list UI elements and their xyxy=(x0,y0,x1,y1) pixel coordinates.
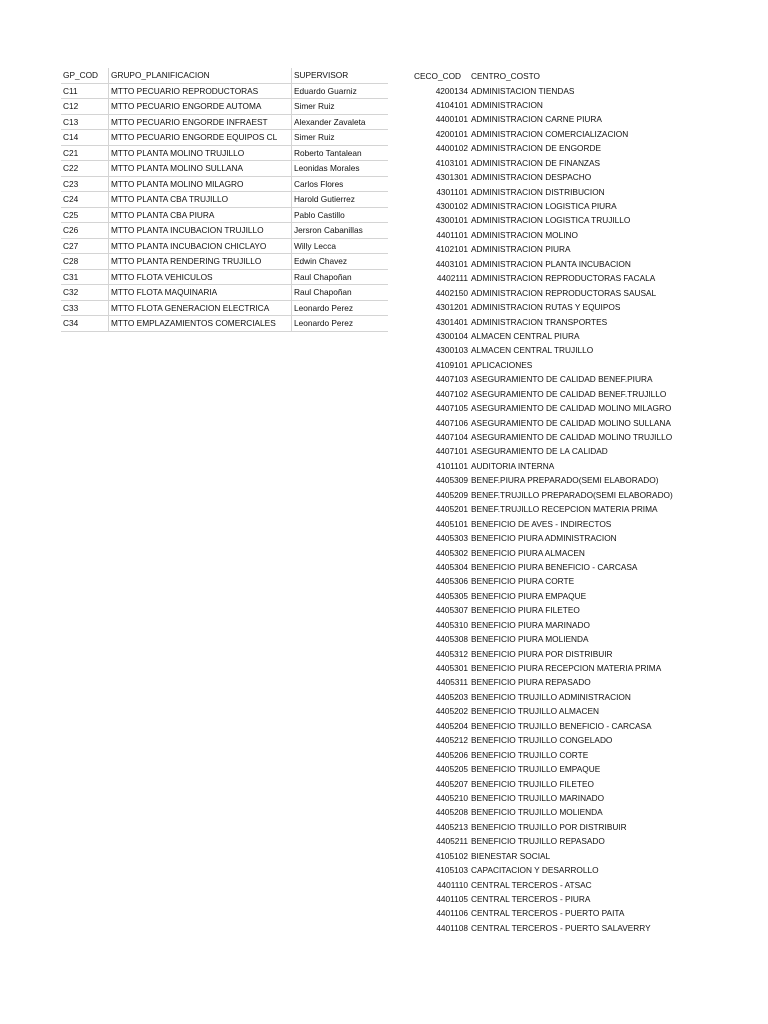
table-row xyxy=(414,343,673,357)
grupo-planificacion-cell: MTTO PLANTA MOLINO MILAGRO xyxy=(109,176,292,192)
centro-costo-cell: ADMINISTRACION TRANSPORTES xyxy=(471,316,608,327)
table-row xyxy=(414,170,673,184)
cost-centers-table xyxy=(414,69,673,935)
centro-costo-cell: BENEFICIO TRUJILLO MARINADO xyxy=(471,792,605,803)
ceco-cod-cell: 4300103 xyxy=(435,345,468,356)
header-supervisor: SUPERVISOR xyxy=(292,68,389,83)
supervisor-cell: Raul Chapoñan xyxy=(292,269,389,285)
centro-costo-cell: CENTRAL TERCEROS - PUERTO SALAVERRY xyxy=(471,922,651,933)
gp-cod-cell: C13 xyxy=(61,114,109,130)
table-row xyxy=(414,213,673,227)
centro-costo-cell: ADMINISTRACION DE FINANZAS xyxy=(471,157,601,168)
table-row xyxy=(414,878,673,892)
table-row xyxy=(414,286,673,300)
centro-costo-cell: CENTRAL TERCEROS - ATSAC xyxy=(471,879,592,890)
ceco-cod-cell: 4407102 xyxy=(435,388,468,399)
grupo-planificacion-cell: MTTO PLANTA INCUBACION TRUJILLO xyxy=(109,223,292,239)
ceco-cod-cell: 4300102 xyxy=(435,201,468,211)
planning-groups-table xyxy=(61,68,388,332)
table-row xyxy=(414,545,673,559)
table-row xyxy=(414,127,673,141)
ceco-cod-cell: 4301401 xyxy=(435,316,468,327)
ceco-cod-cell: 4405209 xyxy=(435,489,468,500)
ceco-cod-cell: 4401110 xyxy=(436,879,468,890)
ceco-cod-cell: 4402150 xyxy=(435,287,468,298)
centro-costo-cell: ADMINISTRACION PIURA xyxy=(471,244,571,255)
header-ceco-cod: CECO_COD xyxy=(414,71,462,82)
centro-costo-cell: BENEFICIO TRUJILLO ALMACEN xyxy=(471,706,600,717)
grupo-planificacion-cell: MTTO PLANTA CBA PIURA xyxy=(109,207,292,223)
centro-costo-cell: BENEFICIO TRUJILLO ADMINISTRACION xyxy=(471,691,631,702)
centro-costo-cell: BENEFICIO PIURA ADMINISTRACION xyxy=(471,533,617,544)
ceco-cod-cell: 4401106 xyxy=(436,908,468,919)
ceco-cod-cell: 4301101 xyxy=(436,186,468,197)
ceco-cod-cell: 4407106 xyxy=(435,417,468,428)
supervisor-cell: Jersron Cabanillas xyxy=(292,223,389,239)
header-centro-costo: CENTRO_COSTO xyxy=(471,71,540,82)
gp-cod-cell: C33 xyxy=(61,300,109,316)
table-row xyxy=(414,791,673,805)
ceco-cod-cell: 4401101 xyxy=(436,229,468,240)
centro-costo-cell: BENEFICIO DE AVES - INDIRECTOS xyxy=(471,518,612,529)
centro-costo-cell: BENEFICIO TRUJILLO REPASADO xyxy=(471,836,605,847)
ceco-cod-cell: 4405306 xyxy=(435,576,468,587)
table-row xyxy=(414,430,673,444)
ceco-cod-cell: 4400102 xyxy=(435,143,468,154)
centro-costo-cell: BENEFICIO PIURA MOLIENDA xyxy=(471,634,589,645)
centro-costo-cell: ASEGURAMIENTO DE CALIDAD BENEF.PIURA xyxy=(471,374,653,385)
ceco-cod-cell: 4407103 xyxy=(435,374,468,385)
table-row xyxy=(414,632,673,646)
table-row xyxy=(414,690,673,704)
supervisor-cell: Leonardo Perez xyxy=(292,300,389,316)
table-row xyxy=(61,316,388,332)
centro-costo-cell: BENEF.TRUJILLO PREPARADO(SEMI ELABORADO) xyxy=(471,489,673,500)
table-row xyxy=(61,285,388,301)
centro-costo-cell: ADMINISTRACION DISTRIBUCION xyxy=(471,186,605,197)
gp-cod-cell: C22 xyxy=(61,161,109,177)
header-gp-cod: GP_COD xyxy=(61,68,109,83)
centro-costo-cell: BENEFICIO TRUJILLO CONGELADO xyxy=(471,735,613,746)
gp-cod-cell: C27 xyxy=(61,238,109,254)
ceco-cod-cell: 4405204 xyxy=(435,720,468,731)
centro-costo-cell: ADMINISTRACION LOGISTICA TRUJILLO xyxy=(471,215,631,226)
grupo-planificacion-cell: MTTO PECUARIO REPRODUCTORAS xyxy=(109,83,292,99)
table-row xyxy=(414,228,673,242)
planning-groups-header-row xyxy=(61,68,388,83)
table-row xyxy=(414,820,673,834)
cost-centers-header-row xyxy=(414,69,673,83)
centro-costo-cell: BENEF.TRUJILLO RECEPCION MATERIA PRIMA xyxy=(471,504,658,515)
ceco-cod-cell: 4407105 xyxy=(435,403,468,414)
table-row xyxy=(414,444,673,458)
gp-cod-cell: C11 xyxy=(61,83,109,99)
table-row xyxy=(414,459,673,473)
table-row xyxy=(61,161,388,177)
ceco-cod-cell: 4405303 xyxy=(435,533,468,544)
ceco-cod-cell: 4405207 xyxy=(435,778,468,789)
ceco-cod-cell: 4405205 xyxy=(435,764,468,775)
ceco-cod-cell: 4405212 xyxy=(435,735,468,746)
ceco-cod-cell: 4300104 xyxy=(435,330,468,341)
ceco-cod-cell: 4103101 xyxy=(435,157,468,168)
centro-costo-cell: BENEFICIO TRUJILLO POR DISTRIBUIR xyxy=(471,821,627,832)
ceco-cod-cell: 4400101 xyxy=(435,114,468,125)
table-row xyxy=(61,145,388,161)
centro-costo-cell: ADMINISTRACION REPRODUCTORAS SAUSAL xyxy=(471,287,657,298)
table-row xyxy=(61,269,388,285)
grupo-planificacion-cell: MTTO PLANTA MOLINO SULLANA xyxy=(109,161,292,177)
grupo-planificacion-cell: MTTO PLANTA CBA TRUJILLO xyxy=(109,192,292,208)
gp-cod-cell: C21 xyxy=(61,145,109,161)
ceco-cod-cell: 4403101 xyxy=(435,258,468,269)
ceco-cod-cell: 4405211 xyxy=(436,836,468,847)
centro-costo-cell: BENEFICIO PIURA REPASADO xyxy=(471,677,591,688)
table-row xyxy=(414,733,673,747)
centro-costo-cell: ALMACEN CENTRAL TRUJILLO xyxy=(471,345,594,356)
ceco-cod-cell: 4104101 xyxy=(435,99,468,110)
supervisor-cell: Leonidas Morales xyxy=(292,161,389,177)
gp-cod-cell: C24 xyxy=(61,192,109,208)
ceco-cod-cell: 4405203 xyxy=(435,691,468,702)
centro-costo-cell: BENEFICIO PIURA RECEPCION MATERIA PRIMA xyxy=(471,663,662,673)
ceco-cod-cell: 4405301 xyxy=(435,663,468,673)
centro-costo-cell: ADMINISTRACION COMERCIALIZACION xyxy=(471,128,629,139)
ceco-cod-cell: 4405305 xyxy=(435,590,468,601)
grupo-planificacion-cell: MTTO PLANTA INCUBACION CHICLAYO xyxy=(109,238,292,254)
centro-costo-cell: ADMINISTRACION MOLINO xyxy=(471,229,578,240)
gp-cod-cell: C32 xyxy=(61,285,109,301)
gp-cod-cell: C28 xyxy=(61,254,109,270)
centro-costo-cell: CENTRAL TERCEROS - PUERTO PAITA xyxy=(471,908,625,919)
ceco-cod-cell: 4109101 xyxy=(435,359,468,370)
ceco-cod-cell: 4405208 xyxy=(435,807,468,818)
table-row xyxy=(414,502,673,516)
centro-costo-cell: ADMINISTRACION LOGISTICA PIURA xyxy=(471,201,617,211)
table-row xyxy=(414,242,673,256)
table-row xyxy=(61,83,388,99)
ceco-cod-cell: 4405307 xyxy=(435,605,468,616)
centro-costo-cell: ADMINISTRACION DE ENGORDE xyxy=(471,143,601,154)
table-row xyxy=(414,647,673,661)
table-row xyxy=(414,416,673,430)
supervisor-cell: Pablo Castillo xyxy=(292,207,389,223)
centro-costo-cell: ASEGURAMIENTO DE CALIDAD MOLINO TRUJILLO xyxy=(471,432,673,442)
ceco-cod-cell: 4200101 xyxy=(435,128,468,139)
ceco-cod-cell: 4405310 xyxy=(435,619,468,630)
centro-costo-cell: BENEFICIO PIURA ALMACEN xyxy=(471,547,585,558)
table-row xyxy=(414,358,673,372)
centro-costo-cell: BENEFICIO TRUJILLO CORTE xyxy=(471,749,589,760)
table-row xyxy=(414,618,673,632)
table-row xyxy=(414,112,673,126)
centro-costo-cell: ADMINISTACION TIENDAS xyxy=(471,85,575,96)
supervisor-cell: Willy Lecca xyxy=(292,238,389,254)
table-row xyxy=(414,892,673,906)
ceco-cod-cell: 4300101 xyxy=(435,215,468,226)
table-row xyxy=(414,834,673,848)
table-row xyxy=(414,531,673,545)
table-row xyxy=(414,560,673,574)
grupo-planificacion-cell: MTTO FLOTA MAQUINARIA xyxy=(109,285,292,301)
supervisor-cell: Roberto Tantalean xyxy=(292,145,389,161)
table-row xyxy=(414,314,673,328)
centro-costo-cell: ASEGURAMIENTO DE CALIDAD MOLINO MILAGRO xyxy=(471,403,672,414)
ceco-cod-cell: 4405312 xyxy=(435,648,468,659)
table-row xyxy=(414,849,673,863)
table-row xyxy=(61,223,388,239)
centro-costo-cell: CENTRAL TERCEROS - PIURA xyxy=(471,894,591,904)
ceco-cod-cell: 4401108 xyxy=(436,922,468,933)
ceco-cod-cell: 4405308 xyxy=(435,634,468,645)
centro-costo-cell: ADMINISTRACION PLANTA INCUBACION xyxy=(471,258,631,269)
table-row xyxy=(414,401,673,415)
supervisor-cell: Harold Gutierrez xyxy=(292,192,389,208)
grupo-planificacion-cell: MTTO PECUARIO ENGORDE INFRAEST xyxy=(109,114,292,130)
centro-costo-cell: ADMINISTRACION xyxy=(471,99,543,110)
ceco-cod-cell: 4405309 xyxy=(435,475,468,486)
centro-costo-cell: BENEFICIO PIURA FILETEO xyxy=(471,605,580,616)
supervisor-cell: Simer Ruiz xyxy=(292,99,389,115)
table-row xyxy=(414,719,673,733)
table-row xyxy=(414,329,673,343)
ceco-cod-cell: 4301201 xyxy=(435,302,468,313)
centro-costo-cell: BENEFICIO TRUJILLO EMPAQUE xyxy=(471,764,601,775)
ceco-cod-cell: 4407104 xyxy=(435,432,468,442)
ceco-cod-cell: 4102101 xyxy=(435,244,468,255)
table-row xyxy=(414,257,673,271)
ceco-cod-cell: 4405311 xyxy=(436,677,468,688)
supervisor-cell: Simer Ruiz xyxy=(292,130,389,146)
table-row xyxy=(414,372,673,386)
ceco-cod-cell: 4301301 xyxy=(435,172,468,183)
centro-costo-cell: AUDITORIA INTERNA xyxy=(471,460,555,471)
ceco-cod-cell: 4405302 xyxy=(435,547,468,558)
table-row xyxy=(414,589,673,603)
table-row xyxy=(414,921,673,935)
centro-costo-cell: ADMINISTRACION RUTAS Y EQUIPOS xyxy=(471,302,621,313)
centro-costo-cell: BENEFICIO PIURA BENEFICIO - CARCASA xyxy=(471,561,638,572)
ceco-cod-cell: 4405202 xyxy=(435,706,468,717)
ceco-cod-cell: 4405304 xyxy=(435,561,468,572)
supervisor-cell: Eduardo Guarniz xyxy=(292,83,389,99)
table-row xyxy=(414,762,673,776)
table-row xyxy=(414,141,673,155)
table-row xyxy=(61,176,388,192)
table-row xyxy=(414,83,673,97)
gp-cod-cell: C12 xyxy=(61,99,109,115)
table-row xyxy=(414,776,673,790)
gp-cod-cell: C34 xyxy=(61,316,109,332)
grupo-planificacion-cell: MTTO PECUARIO ENGORDE AUTOMA xyxy=(109,99,292,115)
ceco-cod-cell: 4405213 xyxy=(435,821,468,832)
table-row xyxy=(414,98,673,112)
centro-costo-cell: BENEFICIO PIURA CORTE xyxy=(471,576,575,587)
table-row xyxy=(414,603,673,617)
ceco-cod-cell: 4405206 xyxy=(435,749,468,760)
grupo-planificacion-cell: MTTO PLANTA MOLINO TRUJILLO xyxy=(109,145,292,161)
gp-cod-cell: C25 xyxy=(61,207,109,223)
grupo-planificacion-cell: MTTO EMPLAZAMIENTOS COMERCIALES xyxy=(109,316,292,332)
ceco-cod-cell: 4105103 xyxy=(435,865,468,876)
centro-costo-cell: ASEGURAMIENTO DE LA CALIDAD xyxy=(471,446,608,457)
table-row xyxy=(414,156,673,170)
centro-costo-cell: BENEFICIO PIURA POR DISTRIBUIR xyxy=(471,648,613,659)
supervisor-cell: Edwin Chavez xyxy=(292,254,389,270)
ceco-cod-cell: 4101101 xyxy=(436,460,468,471)
table-row xyxy=(61,99,388,115)
table-row xyxy=(414,517,673,531)
centro-costo-cell: ALMACEN CENTRAL PIURA xyxy=(471,330,580,341)
ceco-cod-cell: 4105102 xyxy=(435,850,468,861)
table-row xyxy=(414,748,673,762)
table-row xyxy=(414,271,673,285)
supervisor-cell: Carlos Flores xyxy=(292,176,389,192)
centro-costo-cell: ASEGURAMIENTO DE CALIDAD BENEF.TRUJILLO xyxy=(471,388,667,399)
centro-costo-cell: ADMINISTRACION REPRODUCTORAS FACALA xyxy=(471,273,656,284)
supervisor-cell: Leonardo Perez xyxy=(292,316,389,332)
table-row xyxy=(61,254,388,270)
gp-cod-cell: C31 xyxy=(61,269,109,285)
ceco-cod-cell: 4401105 xyxy=(436,894,468,904)
ceco-cod-cell: 4402111 xyxy=(436,273,468,284)
centro-costo-cell: ADMINISTRACION CARNE PIURA xyxy=(471,114,602,125)
centro-costo-cell: APLICACIONES xyxy=(471,359,533,370)
table-row xyxy=(414,185,673,199)
grupo-planificacion-cell: MTTO FLOTA VEHICULOS xyxy=(109,269,292,285)
table-row xyxy=(61,207,388,223)
gp-cod-cell: C14 xyxy=(61,130,109,146)
centro-costo-cell: BENEF.PIURA PREPARADO(SEMI ELABORADO) xyxy=(471,475,659,486)
ceco-cod-cell: 4405210 xyxy=(435,792,468,803)
grupo-planificacion-cell: MTTO PLANTA RENDERING TRUJILLO xyxy=(109,254,292,270)
ceco-cod-cell: 4407101 xyxy=(435,446,468,457)
ceco-cod-cell: 4200134 xyxy=(435,85,468,96)
centro-costo-cell: ASEGURAMIENTO DE CALIDAD MOLINO SULLANA xyxy=(471,417,671,428)
centro-costo-cell: BENEFICIO PIURA MARINADO xyxy=(471,619,590,630)
table-row xyxy=(414,704,673,718)
centro-costo-cell: BIENESTAR SOCIAL xyxy=(471,850,551,861)
centro-costo-cell: BENEFICIO TRUJILLO BENEFICIO - CARCASA xyxy=(471,720,652,731)
header-grupo-planificacion: GRUPO_PLANIFICACION xyxy=(109,68,292,83)
centro-costo-cell: BENEFICIO TRUJILLO MOLIENDA xyxy=(471,807,603,818)
gp-cod-cell: C26 xyxy=(61,223,109,239)
centro-costo-cell: BENEFICIO TRUJILLO FILETEO xyxy=(471,778,594,789)
centro-costo-cell: CAPACITACION Y DESARROLLO xyxy=(471,865,599,876)
ceco-cod-cell: 4405101 xyxy=(435,518,468,529)
table-row xyxy=(414,387,673,401)
supervisor-cell: Alexander Zavaleta xyxy=(292,114,389,130)
table-row xyxy=(414,199,673,213)
table-row xyxy=(61,300,388,316)
centro-costo-cell: BENEFICIO PIURA EMPAQUE xyxy=(471,590,587,601)
table-row xyxy=(414,574,673,588)
table-row xyxy=(61,114,388,130)
table-row xyxy=(61,130,388,146)
table-row xyxy=(414,675,673,689)
table-row xyxy=(414,488,673,502)
grupo-planificacion-cell: MTTO FLOTA GENERACION ELECTRICA xyxy=(109,300,292,316)
supervisor-cell: Raul Chapoñan xyxy=(292,285,389,301)
ceco-cod-cell: 4405201 xyxy=(435,504,468,515)
table-row xyxy=(61,238,388,254)
centro-costo-cell: ADMINISTRACION DESPACHO xyxy=(471,172,592,183)
grupo-planificacion-cell: MTTO PECUARIO ENGORDE EQUIPOS CL xyxy=(109,130,292,146)
table-row xyxy=(414,661,673,675)
table-row xyxy=(414,805,673,819)
table-row xyxy=(414,300,673,314)
table-row xyxy=(414,906,673,920)
table-row xyxy=(414,863,673,877)
table-row xyxy=(414,473,673,487)
gp-cod-cell: C23 xyxy=(61,176,109,192)
table-row xyxy=(61,192,388,208)
